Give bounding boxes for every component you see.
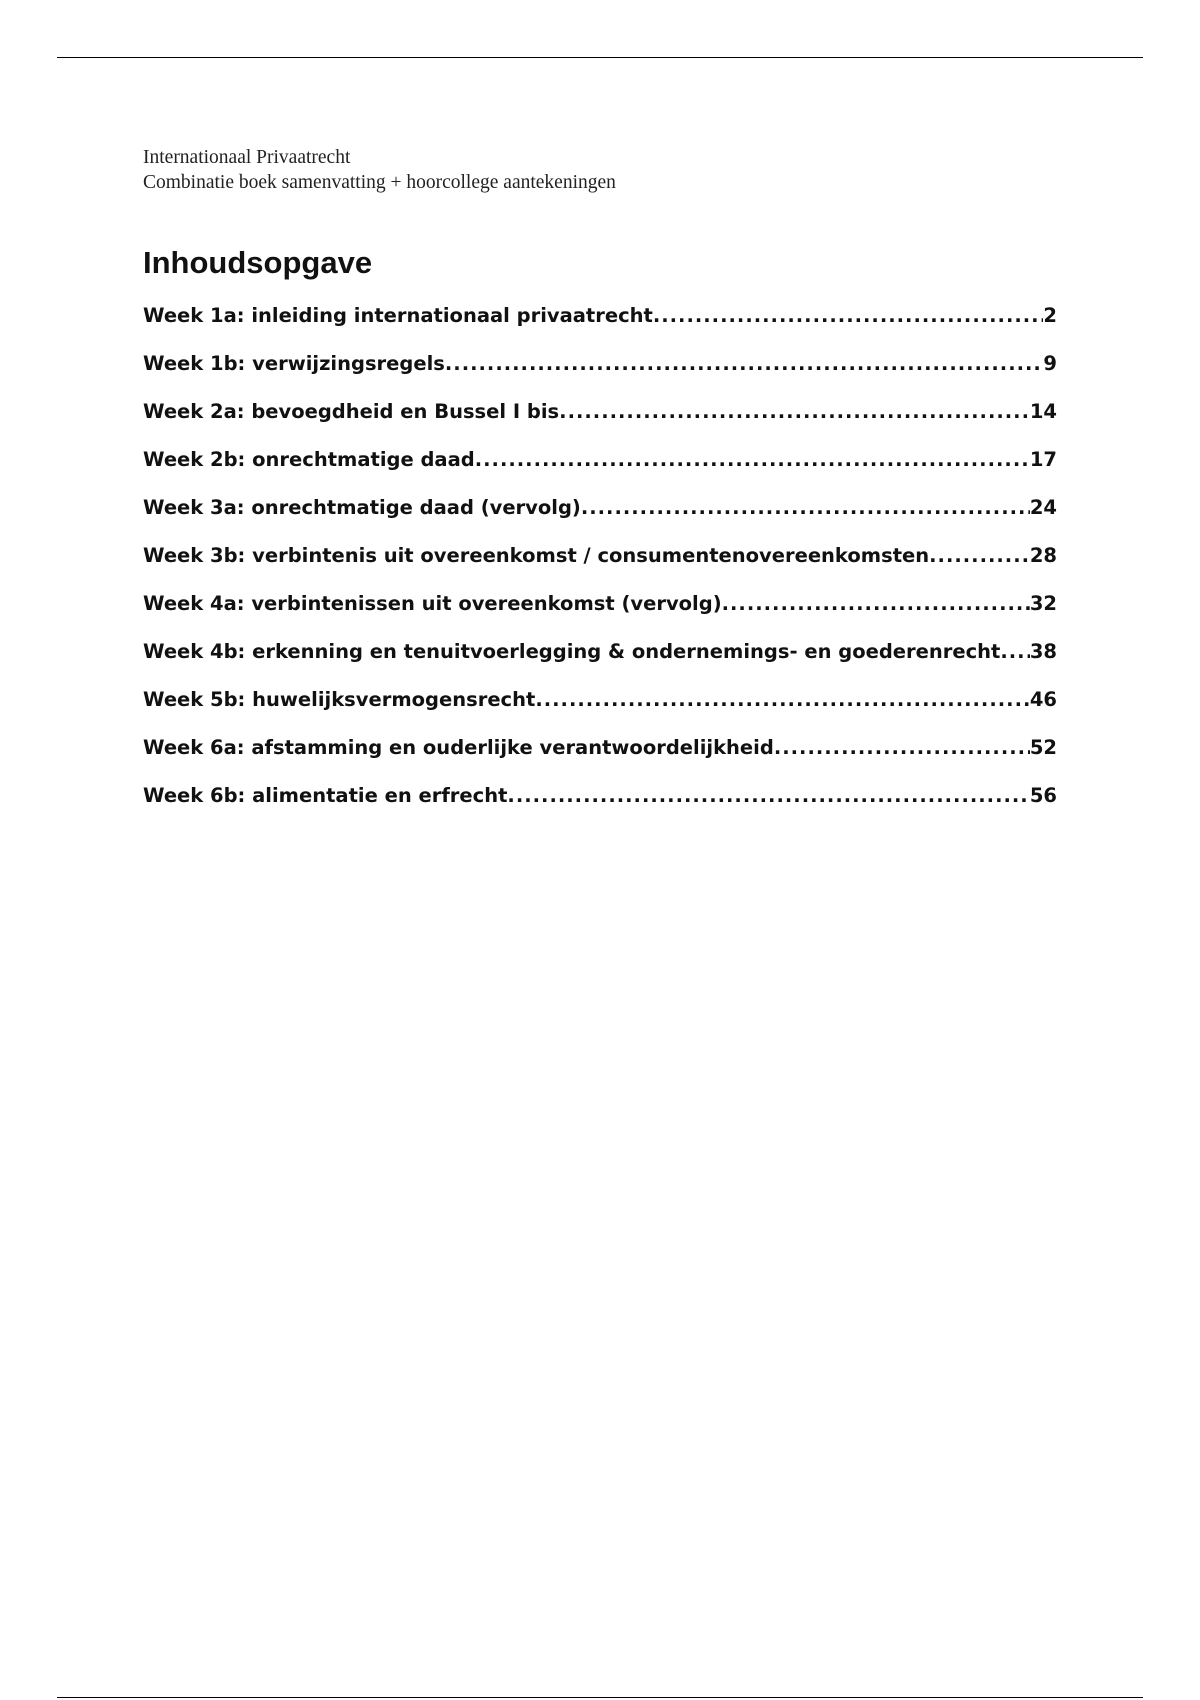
toc-entry[interactable]	[143, 542, 1057, 590]
bottom-rule	[57, 1697, 1143, 1698]
toc-entry[interactable]	[143, 734, 1057, 782]
document-header	[143, 145, 616, 195]
toc-dot-leader	[1000, 638, 1030, 666]
toc-dot-leader	[475, 446, 1030, 474]
toc-dot-leader	[535, 686, 1030, 714]
toc-dot-leader	[722, 590, 1030, 618]
toc-entry[interactable]	[143, 686, 1057, 734]
toc-entry-label: Week 1a: inleiding internationaal privaatrecht	[143, 304, 653, 327]
toc-dot-leader	[929, 542, 1030, 570]
toc-entry-label: Week 1b: verwijzingsregels	[143, 352, 445, 375]
toc-entry-page: 46	[1029, 688, 1057, 711]
toc-dot-leader	[581, 494, 1030, 522]
toc-entry-page: 56	[1029, 784, 1057, 807]
toc-entry[interactable]	[143, 782, 1057, 830]
toc-dot-leader	[559, 398, 1030, 426]
course-title: Internationaal Privaatrecht	[143, 147, 351, 168]
toc-entry-label: Week 6a: afstamming en ouderlijke verantwoordelijkheid	[143, 736, 774, 759]
toc-heading: Inhoudsopgave	[143, 245, 373, 280]
toc-entry-page: 17	[1029, 448, 1057, 471]
toc-dot-leader	[653, 302, 1044, 330]
toc-entry-page: 28	[1029, 544, 1057, 567]
toc-entry[interactable]	[143, 590, 1057, 638]
toc-entry[interactable]	[143, 398, 1057, 446]
toc-dot-leader	[507, 782, 1029, 810]
toc-entry-page: 9	[1043, 352, 1057, 375]
toc-entry-page: 2	[1043, 304, 1057, 327]
document-subtitle: Combinatie boek samenvatting + hoorcollege aantekeningen	[143, 172, 616, 193]
toc-entry-label: Week 6b: alimentatie en erfrecht	[143, 784, 508, 807]
toc-entry-page: 52	[1029, 736, 1057, 759]
toc-entry-page: 38	[1029, 640, 1057, 663]
toc-entry-label: Week 4a: verbintenissen uit overeenkomst (vervolg)	[143, 592, 722, 615]
toc-entry-page: 24	[1029, 496, 1057, 519]
toc-entry-label: Week 2b: onrechtmatige daad	[143, 448, 475, 471]
toc-entry-label: Week 4b: erkenning en tenuitvoerlegging & ondernemings- en goederenrecht	[143, 640, 1001, 663]
toc-entry-label: Week 3a: onrechtmatige daad (vervolg)	[143, 496, 581, 519]
toc-entry-page: 14	[1029, 400, 1057, 423]
toc-entry[interactable]	[143, 446, 1057, 494]
toc-entry[interactable]	[143, 302, 1057, 350]
top-rule	[57, 57, 1143, 58]
toc-entry[interactable]	[143, 494, 1057, 542]
toc-entry-label: Week 2a: bevoegdheid en Bussel I bis	[143, 400, 560, 423]
toc-entry[interactable]	[143, 638, 1057, 686]
toc-entry-label: Week 3b: verbintenis uit overeenkomst / consumentenovereenkomsten	[143, 544, 930, 567]
toc-entry[interactable]	[143, 350, 1057, 398]
toc-dot-leader	[774, 734, 1030, 762]
toc-entry-page: 32	[1029, 592, 1057, 615]
toc-dot-leader	[445, 350, 1044, 378]
toc-entry-label: Week 5b: huwelijksvermogensrecht	[143, 688, 536, 711]
table-of-contents	[143, 302, 1057, 830]
